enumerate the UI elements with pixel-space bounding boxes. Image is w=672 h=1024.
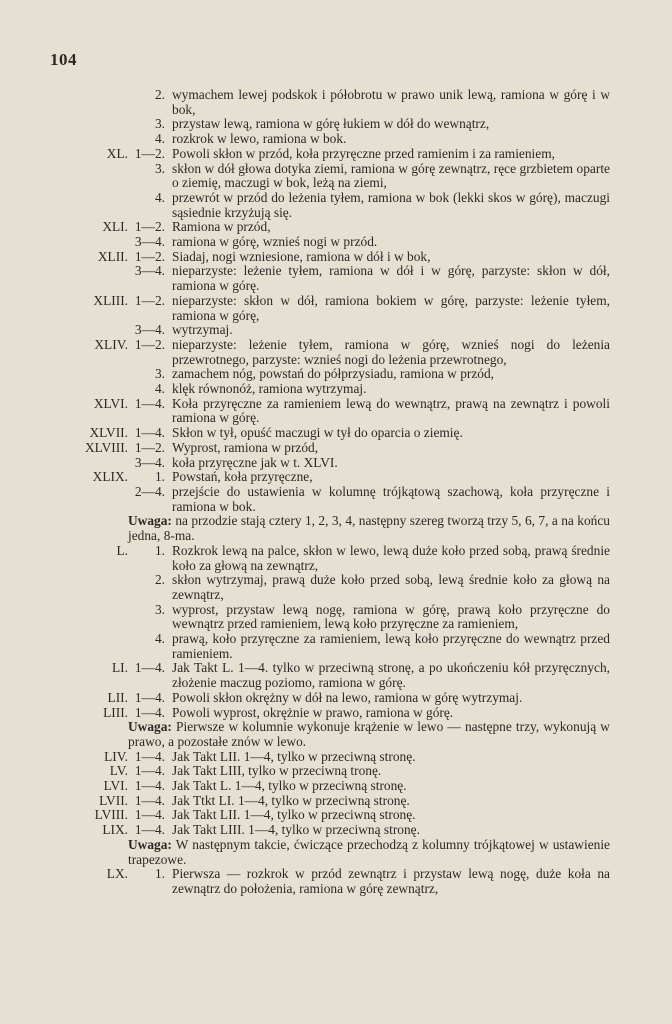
exercise-description: Siadaj, nogi wzniesione, ramiona w dół i w bok,: [172, 248, 431, 264]
takt-number: XLVI.: [93, 395, 128, 411]
line-label: [40, 632, 165, 661]
exercise-description: Jak Ttkt LI. 1—4, tylko w przeciwną stronę.: [172, 792, 410, 808]
line-label: [40, 823, 165, 838]
exercise-text: [40, 88, 610, 897]
line-label: [40, 573, 165, 602]
count-number: 1—4.: [134, 425, 165, 441]
count-number: 1—2.: [134, 439, 165, 455]
exercise-description: nieparzyste: leżenie tyłem, ramiona w dół i w górę, parzyste: skłon w dół, ramiona w górę.: [172, 263, 610, 294]
count-number: 1—4.: [134, 822, 165, 838]
count-number: 1—4.: [134, 763, 165, 779]
count-number: 1.: [154, 542, 165, 558]
line-label: [40, 867, 165, 896]
takt-number: XLVIII.: [84, 439, 128, 455]
count-number: 2.: [154, 87, 165, 102]
line-label: [40, 485, 165, 514]
exercise-description: Jak Takt LIII, tylko w przeciwną tronę.: [172, 763, 382, 779]
exercise-line: [40, 794, 610, 809]
exercise-description: Jak Takt LII. 1—4, tylko w przeciwną stronę.: [172, 807, 416, 823]
note-label: Uwaga:: [128, 719, 172, 735]
count-number: 1—4.: [134, 748, 165, 764]
takt-number: XLIII.: [93, 292, 128, 308]
count-number: 2—4.: [134, 483, 165, 499]
note-label: Uwaga:: [128, 836, 172, 852]
exercise-line: [40, 264, 610, 293]
takt-number: LVII.: [99, 792, 128, 808]
count-number: 4.: [154, 381, 165, 397]
count-number: 1—4.: [134, 660, 165, 676]
exercise-description: Koła przyręczne za ramieniem lewą do wewnątrz, prawą na zewnątrz i powoli ramiona w górę.: [172, 395, 610, 426]
count-number: 3—4.: [134, 454, 165, 470]
exercise-line: [40, 426, 610, 441]
exercise-line: [40, 441, 610, 456]
exercise-line: [40, 691, 610, 706]
exercise-line: [40, 706, 610, 721]
takt-number: LI.: [112, 660, 128, 676]
count-number: 1—4.: [134, 778, 165, 794]
count-number: 4.: [154, 131, 165, 147]
exercise-description: przejście do ustawienia w kolumnę trójkątową szachową, koła przyręczne i ramiona w bok.: [172, 483, 610, 514]
count-number: 3—4.: [134, 234, 165, 250]
note-paragraph: [40, 720, 610, 749]
line-label: [40, 264, 165, 293]
note-label: Uwaga:: [128, 513, 172, 529]
line-label: [40, 88, 165, 117]
exercise-description: Jak Takt L. 1—4, tylko w przeciwną stronę.: [172, 778, 407, 794]
takt-number: LII.: [107, 689, 128, 705]
exercise-line: [40, 485, 610, 514]
takt-number: XLVII.: [89, 425, 128, 441]
count-number: 1—4.: [134, 792, 165, 808]
exercise-description: przystaw lewą, ramiona w górę łukiem w dół do wewnątrz,: [172, 116, 490, 132]
count-number: 1.: [154, 469, 165, 485]
exercise-line: [40, 220, 610, 235]
line-label: [40, 661, 165, 690]
exercise-line: [40, 470, 610, 485]
line-label: [40, 338, 165, 367]
exercise-line: [40, 132, 610, 147]
takt-number: XLIV.: [94, 336, 128, 352]
exercise-line: [40, 867, 610, 896]
exercise-description: Powstań, koła przyręczne,: [172, 469, 313, 485]
line-label: [40, 235, 165, 250]
count-number: 3.: [154, 366, 165, 382]
takt-number: XLIX.: [92, 469, 128, 485]
exercise-description: skłon w dół głowa dotyka ziemi, ramiona w górę zewnątrz, ręce grzbietem oparte o ziemię, maczugi w bok, leżą na ziemi,: [172, 160, 610, 191]
takt-number: LIX.: [102, 822, 128, 838]
count-number: 1—4.: [134, 807, 165, 823]
exercise-description: wyprost, przystaw lewą nogę, ramiona w górę, prawą koło przyręczne do wewnątrz przed ramieniem, lewą koło przyręczne za ramieniem,: [172, 601, 610, 632]
count-number: 1—2.: [134, 219, 165, 235]
takt-number: LVIII.: [94, 807, 128, 823]
exercise-line: [40, 661, 610, 690]
exercise-line: [40, 235, 610, 250]
count-number: 3.: [154, 601, 165, 617]
exercise-line: [40, 162, 610, 191]
count-number: 3.: [154, 116, 165, 132]
exercise-description: nieparzyste: leżenie tyłem, ramiona w górę, wznieś nogi do leżenia przewrotnego, parzyste: wznieś nogi do leżenia przewrotnego,: [172, 336, 610, 367]
exercise-line: [40, 823, 610, 838]
exercise-description: prawą, koło przyręczne za ramieniem, lewą koło przyręczne do wewnątrz przed ramieniem.: [172, 631, 610, 661]
line-label: [40, 544, 165, 573]
note-text: Pierwsze w kolumnie wykonuje krążenie w lewo — następne trzy, wykonują w prawo, a pozostałe znów w lewo.: [128, 719, 610, 749]
exercise-line: [40, 88, 610, 117]
exercise-line: [40, 191, 610, 220]
count-number: 3.: [154, 160, 165, 176]
line-label: [40, 294, 165, 323]
takt-number: LIV.: [104, 748, 128, 764]
takt-number: LX.: [106, 866, 128, 882]
exercise-description: nieparzyste: skłon w dół, ramiona bokiem w górę, parzyste: leżenie tyłem, ramiona w górę,: [172, 292, 610, 323]
line-label: [40, 162, 165, 191]
line-label: [40, 191, 165, 220]
exercise-line: [40, 544, 610, 573]
exercise-line: [40, 750, 610, 765]
exercise-description: Powoli skłon w przód, koła przyręczne przed ramienim i za ramieniem,: [172, 145, 555, 161]
line-label: [40, 706, 165, 721]
count-number: 1—2.: [134, 145, 165, 161]
note-paragraph: [40, 838, 610, 867]
exercise-line: [40, 808, 610, 823]
line-label: [40, 764, 165, 779]
note-text: W następnym takcie, ćwiczące przechodzą z kolumny trójkątowej w ustawienie trapezowe.: [128, 836, 610, 867]
exercise-description: Ramiona w przód,: [172, 219, 271, 235]
exercise-line: [40, 117, 610, 132]
exercise-line: [40, 397, 610, 426]
exercise-description: Jak Takt LII. 1—4, tylko w przeciwną stronę.: [172, 748, 416, 764]
count-number: 3—4.: [134, 322, 165, 338]
exercise-line: [40, 573, 610, 602]
exercise-line: [40, 779, 610, 794]
line-label: [40, 779, 165, 794]
count-number: 1—4.: [134, 689, 165, 705]
note-text: na przodzie stają cztery 1, 2, 3, 4, następny szereg tworzą trzy 5, 6, 7, a na końcu jedna, 8-ma.: [128, 513, 610, 544]
exercise-description: zamachem nóg, powstań do półprzysiadu, ramiona w przód,: [172, 366, 495, 382]
exercise-line: [40, 323, 610, 338]
exercise-description: Pierwsza — rozkrok w przód zewnątrz i przystaw lewą nogę, duże koła na zewnątrz do położenia, ramiona w górę zewnątrz,: [172, 866, 610, 896]
count-number: 1—4.: [134, 395, 165, 411]
line-label: [40, 603, 165, 632]
count-number: 1—4.: [134, 704, 165, 720]
count-number: 3—4.: [134, 263, 165, 279]
exercise-line: [40, 456, 610, 471]
page-number: 104: [50, 50, 77, 69]
count-number: 1—2.: [134, 292, 165, 308]
line-label: [40, 691, 165, 706]
line-label: [40, 147, 165, 162]
line-label: [40, 426, 165, 441]
line-label: [40, 367, 165, 382]
exercise-line: [40, 338, 610, 367]
exercise-line: [40, 632, 610, 661]
count-number: 4.: [154, 189, 165, 205]
exercise-line: [40, 382, 610, 397]
line-label: [40, 470, 165, 485]
note-paragraph: [40, 514, 610, 543]
line-label: [40, 750, 165, 765]
exercise-description: Jak Takt LIII. 1—4, tylko w przeciwną stronę.: [172, 822, 420, 838]
exercise-description: Jak Takt L. 1—4. tylko w przeciwną stronę, a po ukończeniu kół przyręcznych, złożenie maczug poziomo, ramiona w górę.: [172, 660, 610, 691]
count-number: 4.: [154, 631, 165, 647]
exercise-description: Skłon w tył, opuść maczugi w tył do oparcia o ziemię.: [172, 425, 463, 441]
takt-number: LVI.: [103, 778, 128, 794]
exercise-description: przewrót w przód do leżenia tyłem, ramiona w bok (lekki skos w górę), maczugi sąsiednie krzyżują się.: [172, 189, 610, 220]
takt-number: LV.: [109, 763, 128, 779]
line-label: [40, 441, 165, 456]
line-label: [40, 132, 165, 147]
exercise-description: skłon wytrzymaj, prawą duże koło przed sobą, lewą średnie koło za głową na zewnątrz,: [172, 572, 610, 602]
exercise-description: ramiona w górę, wznieś nogi w przód.: [172, 234, 378, 250]
takt-number: L.: [116, 542, 128, 558]
count-number: 1.: [154, 866, 165, 882]
exercise-description: rozkrok w lewo, ramiona w bok.: [172, 131, 347, 147]
exercise-line: [40, 764, 610, 779]
line-label: [40, 382, 165, 397]
exercise-description: Wyprost, ramiona w przód,: [172, 439, 319, 455]
line-label: [40, 456, 165, 471]
count-number: 2.: [154, 572, 165, 588]
exercise-description: Powoli wyprost, okrężnie w prawo, ramiona w górę.: [172, 704, 454, 720]
exercise-line: [40, 147, 610, 162]
exercise-line: [40, 603, 610, 632]
count-number: 1—2.: [134, 248, 165, 264]
line-label: [40, 220, 165, 235]
line-label: [40, 250, 165, 265]
exercise-description: wymachem lewej podskok i półobrotu w prawo unik lewą, ramiona w górę i w bok,: [172, 87, 610, 117]
exercise-line: [40, 250, 610, 265]
exercise-description: wytrzymaj.: [172, 322, 233, 338]
exercise-description: Rozkrok lewą na palce, skłon w lewo, lewą duże koło przed sobą, prawą średnie koło za głową na zewnątrz,: [172, 542, 610, 573]
exercise-description: Powoli skłon okrężny w dół na lewo, ramiona w górę wytrzymaj.: [172, 689, 523, 705]
exercise-description: klęk równonóż, ramiona wytrzymaj.: [172, 381, 367, 397]
exercise-line: [40, 294, 610, 323]
takt-number: XLI.: [102, 219, 128, 235]
takt-number: LIII.: [103, 704, 128, 720]
line-label: [40, 323, 165, 338]
line-label: [40, 808, 165, 823]
takt-number: XL.: [106, 145, 128, 161]
exercise-description: koła przyręczne jak w t. XLVI.: [172, 454, 338, 470]
exercise-line: [40, 367, 610, 382]
line-label: [40, 117, 165, 132]
takt-number: XLII.: [97, 248, 128, 264]
line-label: [40, 794, 165, 809]
count-number: 1—2.: [134, 336, 165, 352]
line-label: [40, 397, 165, 426]
